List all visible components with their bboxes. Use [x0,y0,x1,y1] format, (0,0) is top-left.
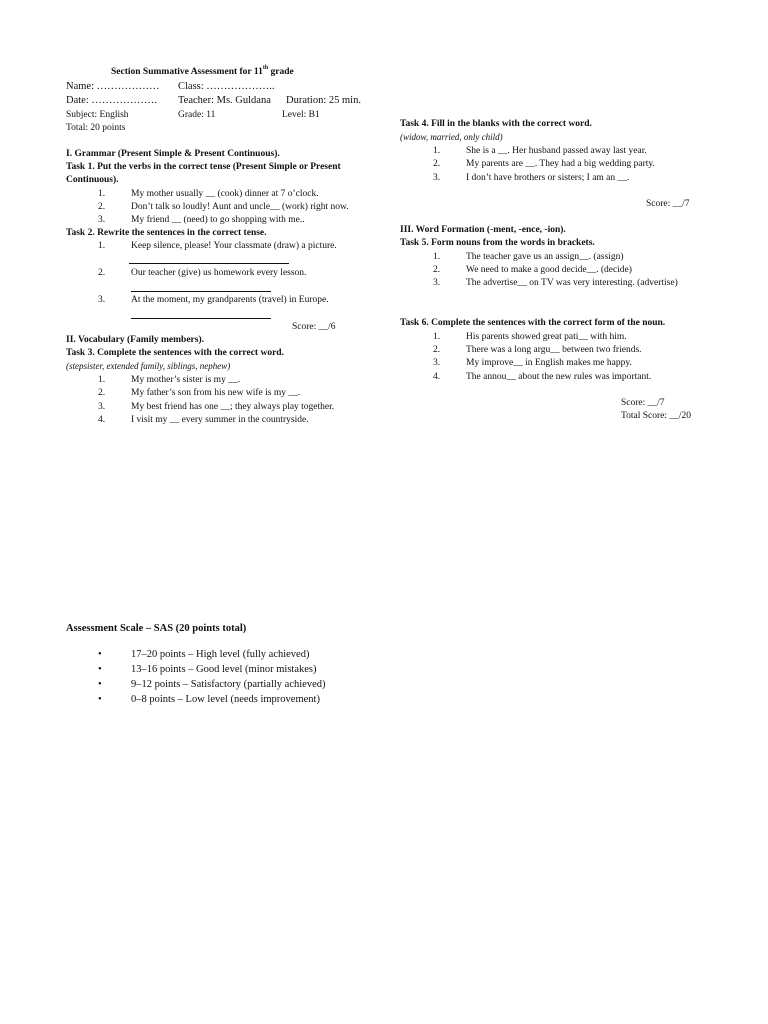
section-grammar-heading: I. Grammar (Present Simple & Present Continuous). [66,149,280,159]
item-text: My mother’s sister is my __. [131,375,241,385]
item-text: The advertise__ on TV was very interesting. (advertise) [466,278,678,288]
item-number: 1. [433,252,441,262]
item-number: 1. [433,146,441,156]
item-text: My mother usually __ (cook) dinner at 7 o’clock. [131,189,319,199]
item-text: The teacher gave us an assign__. (assign) [466,252,624,262]
task3-title: Task 3. Complete the sentences with the correct word. [66,348,284,358]
section-vocabulary-heading: II. Vocabulary (Family members). [66,335,205,345]
item-text: My parents are __. They had a big wedding party. [466,159,655,169]
answer-line[interactable] [129,263,289,264]
item-number: 3. [98,295,106,305]
level-label: Level: B1 [282,110,320,120]
task2-title: Task 2. Rewrite the sentences in the correct tense. [66,228,267,238]
title-end: grade [268,67,294,77]
item-number: 1. [98,375,106,385]
item-number: 1. [98,241,106,251]
item-number: 2. [433,159,441,169]
item-number: 3. [98,402,106,412]
item-number: 2. [98,268,106,278]
item-text: I visit my __ every summer in the countryside. [131,415,309,425]
section3-score: Score: __/7 [621,398,665,408]
bullet: • [98,694,102,705]
item-text: My father’s son from his new wife is my __. [131,388,301,398]
section-word-formation-heading: III. Word Formation (-ment, -ence, -ion). [400,225,566,235]
item-number: 3. [433,173,441,183]
scale-item-text: 17–20 points – High level (fully achieved) [131,649,310,660]
item-text: Our teacher (give) us homework every lesson. [131,268,307,278]
page-title [111,66,294,80]
total-points-label: Total: 20 points [66,123,126,133]
item-text: There was a long argu__ between two friends. [466,345,642,355]
item-text: My friend __ (need) to go shopping with me.. [131,215,305,225]
duration-label: Duration: 25 min. [286,95,361,106]
item-text: Keep silence, please! Your classmate (draw) a picture. [131,241,337,251]
item-number: 3. [98,215,106,225]
bullet: • [98,664,102,675]
item-number: 2. [98,388,106,398]
class-field[interactable]: Class: ……………….. [178,81,275,92]
item-text: My improve__ in English makes me happy. [466,358,632,368]
item-text: I don’t have brothers or sisters; I am an __. [466,173,630,183]
scale-item-text: 9–12 points – Satisfactory (partially achieved) [131,679,326,690]
total-score: Total Score: __/20 [621,411,692,421]
task3-word-bank: (stepsister, extended family, siblings, nephew) [66,361,231,371]
grade-label: Grade: 11 [178,110,216,120]
item-text: His parents showed great pati__ with him. [466,332,627,342]
task4-score: Score: __/7 [646,199,690,209]
bullet: • [98,679,102,690]
item-text: The annou__ about the new rules was important. [466,372,652,382]
answer-line[interactable] [131,291,271,292]
title-superscript: th [262,65,269,71]
assessment-scale-heading: Assessment Scale – SAS (20 points total) [66,623,247,634]
item-number: 4. [433,372,441,382]
teacher-label: Teacher: Ms. Guldana [178,95,271,106]
bullet: • [98,649,102,660]
scale-item-text: 0–8 points – Low level (needs improvement) [131,694,320,705]
item-number: 3. [433,278,441,288]
section1-score: Score: __/6 [292,322,336,332]
date-field[interactable]: Date: ………………. [66,95,157,106]
item-number: 2. [98,202,106,212]
item-number: 3. [433,358,441,368]
title-text: Section Summative Assessment for 11 [111,67,263,77]
item-text: Don’t talk so loudly! Aunt and uncle__ (work) right now. [131,202,349,212]
item-text: My best friend has one __; they always play together. [131,402,335,412]
scale-item-text: 13–16 points – Good level (minor mistakes) [131,664,317,675]
item-text: We need to make a good decide__. (decide) [466,265,632,275]
task4-title: Task 4. Fill in the blanks with the correct word. [400,119,592,129]
answer-line[interactable] [131,318,271,319]
item-number: 2. [433,265,441,275]
task1-title-line2: Continuous). [66,175,119,185]
item-number: 2. [433,345,441,355]
task5-title: Task 5. Form nouns from the words in brackets. [400,238,595,248]
name-field[interactable]: Name: ……………… [66,81,160,92]
item-text: At the moment, my grandparents (travel) in Europe. [131,295,329,305]
item-text: She is a __. Her husband passed away last year. [466,146,647,156]
subject-label: Subject: English [66,110,129,120]
task6-title: Task 6. Complete the sentences with the correct form of the noun. [400,318,666,328]
item-number: 4. [98,415,106,425]
task4-word-bank: (widow, married, only child) [400,132,503,142]
task1-title-line1: Task 1. Put the verbs in the correct tense (Present Simple or Present [66,162,341,172]
item-number: 1. [433,332,441,342]
item-number: 1. [98,189,106,199]
